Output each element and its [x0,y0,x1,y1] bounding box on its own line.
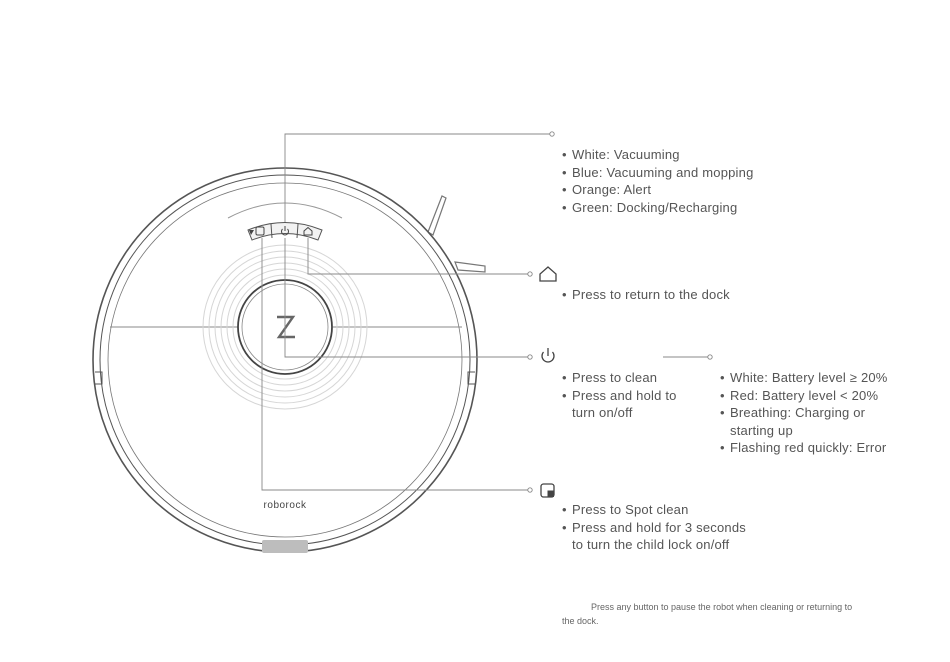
battery-breathing-cont: starting up [730,422,793,438]
home-icon [540,267,556,281]
battery-callout: • White: Battery level ≥ 20% • Red: Battery level < 20% • Breathing: Charging or starting up • Flashing red quickly: Error [720,370,888,455]
footer-note-line1: Press any button to pause the robot when cleaning or returning to [591,602,853,612]
spot-hold-cont: to turn the child lock on/off [572,537,730,552]
spot-press: Press to Spot clean [572,502,689,517]
footer-note [562,600,902,628]
battery-white: White: Battery level ≥ 20% [730,370,888,385]
dock-callout: • Press to return to the dock [562,287,730,302]
battery-error: Flashing red quickly: Error [730,440,887,455]
spot-clean-icon [541,484,554,497]
power-callout: • Press to clean • Press and hold to turn on/off [562,370,677,420]
footer-note-line2: the dock. [562,616,599,626]
battery-red: Red: Battery level < 20% [730,387,879,403]
indicator-callout: • White: Vacuuming • Blue: Vacuuming and mopping • Orange: Alert • Green: Docking/Recharging [562,147,754,215]
indicator-blue: Blue: Vacuuming and mopping [572,164,754,180]
indicator-orange: Orange: Alert [572,182,652,197]
battery-breathing: Breathing: Charging or [730,405,866,420]
indicator-green: Green: Docking/Recharging [572,199,738,215]
spot-hold: Press and hold for 3 seconds [572,519,746,535]
power-hold: Press and hold to [572,387,677,403]
spot-callout: • Press to Spot clean • Press and hold for 3 seconds to turn the child lock on/off [562,502,746,552]
indicator-white: White: Vacuuming [572,147,680,162]
brand-logo: roborock [263,500,307,511]
power-hold-cont: turn on/off [572,405,633,420]
bumper-sensor [262,540,308,553]
power-press: Press to clean [572,370,658,385]
dock-instruction: Press to return to the dock [572,287,730,302]
power-icon [542,348,554,362]
